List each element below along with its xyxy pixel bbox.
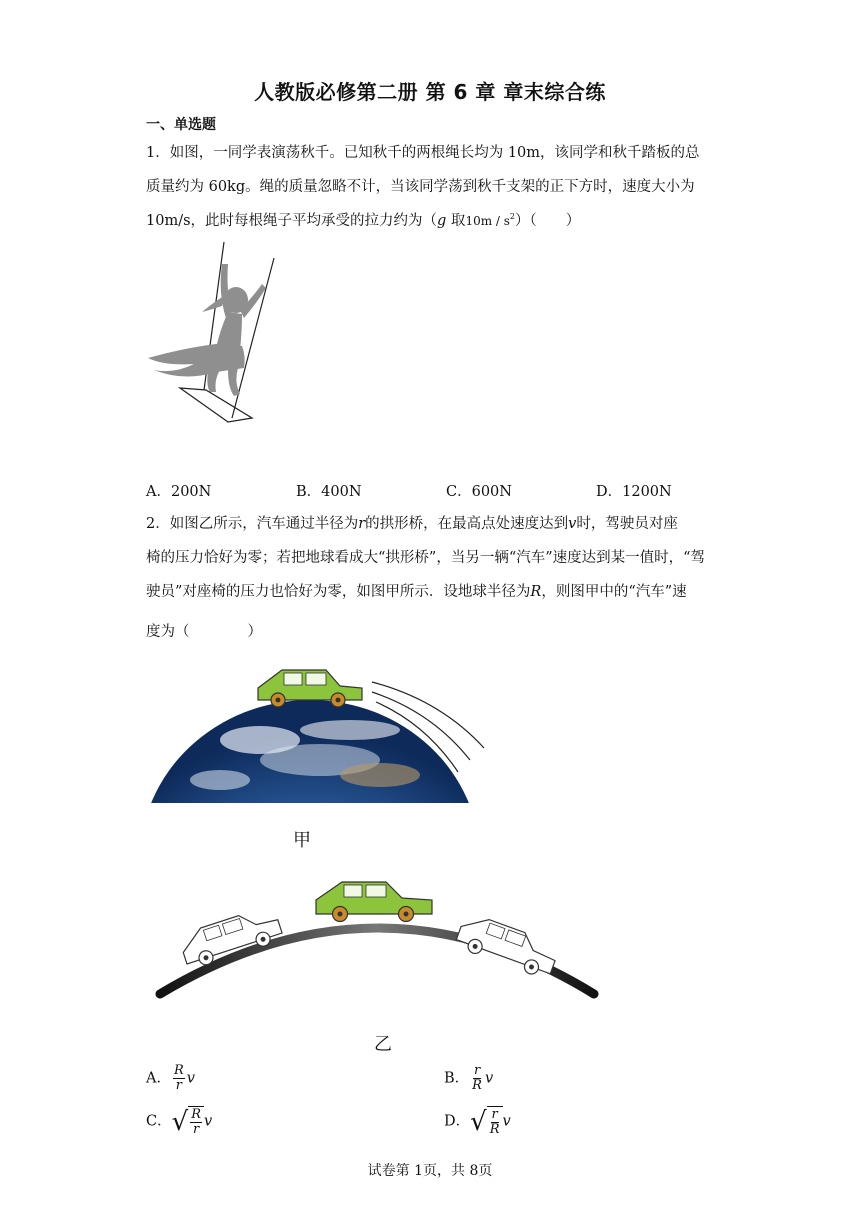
q2-line-1-a: 2．如图乙所示，汽车通过半径为 [146, 516, 359, 532]
earth-car-figure [150, 660, 490, 805]
q2-line-1-c: 时，驾驶员对座 [576, 516, 678, 532]
q2-option-c-sqrt [172, 1106, 204, 1137]
q2-line-2: 椅的压力恰好为零；若把地球看成大“拱形桥”，当另一辆“汽车”速度达到某一值时，“驾 [146, 550, 706, 566]
q2-option-d-den: R [489, 1122, 500, 1137]
q2-option-b-prefix: B． [444, 1070, 470, 1087]
sqrt-radical-icon: √ [470, 1106, 487, 1137]
q2-R-symbol: R [530, 584, 542, 600]
q1-option-c[interactable]: C．600N [446, 484, 512, 500]
q2-option-b[interactable] [444, 1064, 493, 1093]
q2-option-a[interactable] [146, 1064, 195, 1093]
q2-option-c-den: r [192, 1122, 200, 1137]
q2-option-d-v: v [502, 1113, 511, 1130]
q2-option-a-den: r [175, 1078, 182, 1093]
section-heading: 一、单选题 [146, 117, 216, 133]
q1-option-b[interactable]: B．400N [296, 484, 362, 500]
q1-line-3-a: 10m/s，此时每根绳子平均承受的拉力约为（ [146, 213, 438, 229]
q2-option-b-den: R [472, 1078, 482, 1093]
q2-v-symbol: v [568, 516, 577, 532]
q1-g-unit: 10m / s [465, 214, 510, 228]
q1-line-3 [146, 209, 580, 230]
page-title: 人教版必修第二册 第 6 章 章末综合练 [254, 80, 606, 104]
swing-figure [144, 240, 284, 430]
q1-line-1: 1．如图，一同学表演荡秋千。已知秋千的两根绳长均为 10m，该同学和秋千踏板的总 [146, 145, 700, 161]
q1-g-unit-sup: 2 [509, 212, 516, 222]
q2-option-c-v: v [203, 1113, 213, 1130]
q2-r-symbol: r [358, 516, 366, 532]
q1-line-3-b: 取 [446, 213, 466, 229]
q2-option-a-num: R [173, 1063, 184, 1078]
caption-jia: 甲 [293, 830, 311, 851]
q2-line-4: 度为（ ） [146, 624, 262, 640]
q2-line-3-a: 驶员”对座椅的压力也恰好为零，如图甲所示．设地球半径为 [146, 584, 531, 600]
q2-option-c-prefix: C． [146, 1113, 172, 1130]
q1-line-3-c: ）（ ） [515, 213, 581, 229]
q1-option-a[interactable]: A．200N [146, 484, 212, 500]
q2-option-d-sqrt [470, 1106, 502, 1137]
q1-line-2: 质量约为 60kg。绳的质量忽略不计，当该同学荡到秋千支架的正下方时，速度大小为 [146, 179, 695, 195]
q2-line-1 [146, 512, 678, 533]
q2-line-3-b: ，则图甲中的“汽车”速 [541, 584, 687, 600]
q2-option-d-prefix: D． [444, 1113, 471, 1130]
q1-g-symbol: g [437, 213, 447, 229]
page-footer: 试卷第 1页，共 8页 [367, 1163, 493, 1179]
q2-option-b-fraction [471, 1064, 483, 1093]
sqrt-radical-icon: √ [171, 1106, 189, 1137]
q2-option-b-num: r [473, 1063, 481, 1078]
q1-option-d[interactable]: D．1200N [596, 484, 672, 500]
q2-line-3 [146, 580, 687, 601]
car-green-center [316, 882, 432, 922]
car-white-right [454, 911, 561, 980]
q2-option-c-num: R [191, 1107, 201, 1122]
q2-option-d-num: r [491, 1107, 498, 1122]
q2-option-a-prefix: A． [146, 1070, 171, 1087]
q2-option-c[interactable] [146, 1106, 212, 1137]
arch-bridge-figure [150, 872, 610, 1002]
q2-option-a-v: v [186, 1070, 195, 1087]
q2-line-1-b: 的拱形桥，在最高点处速度达到 [365, 516, 569, 532]
caption-yi: 乙 [374, 1034, 392, 1055]
q2-option-b-v: v [484, 1070, 494, 1087]
q2-option-a-fraction [173, 1064, 185, 1093]
q2-option-d[interactable] [444, 1106, 511, 1137]
